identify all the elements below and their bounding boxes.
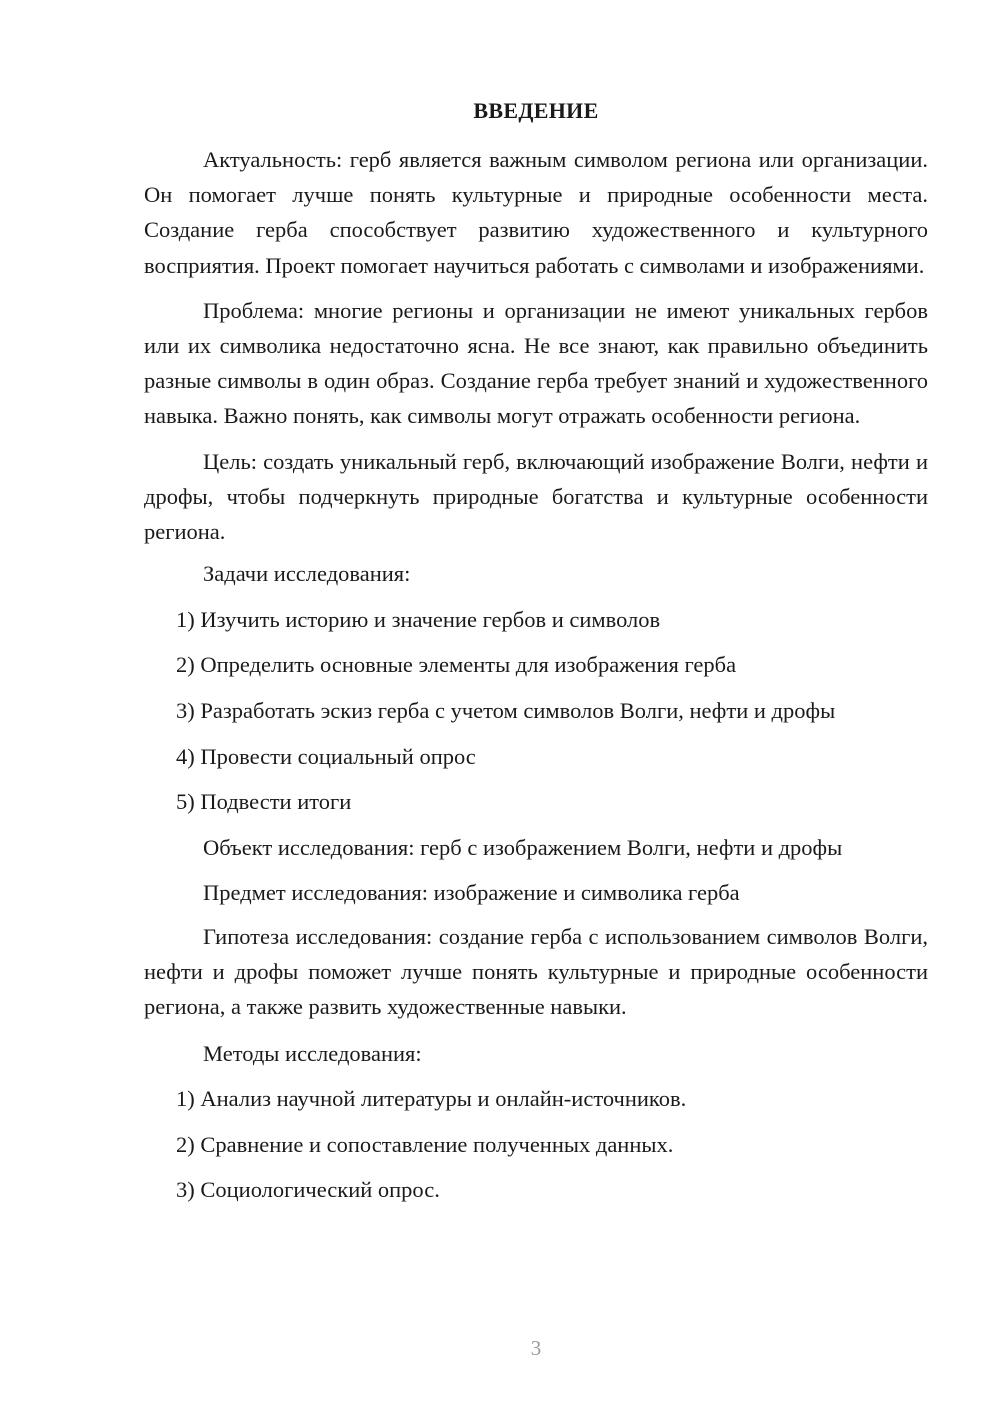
research-subject: Предмет исследования: изображение и символика герба [203, 880, 740, 906]
methods-title: Методы исследования: [203, 1040, 422, 1066]
research-object: Объект исследования: герб с изображением Волги, нефти и дрофы [203, 834, 843, 860]
tasks-title: Задачи исследования: [203, 561, 411, 587]
task-item: 1) Изучить историю и значение гербов и символов [176, 606, 661, 632]
document-body [144, 142, 928, 1213]
task-item: 2) Определить основные элементы для изображения герба [176, 652, 737, 678]
section-heading: ВВЕДЕНИЕ [473, 98, 599, 123]
relevance-paragraph: Актуальность: герб является важным символом региона или организации. Он помогает лучше понять культурные и природные особенности места. Создание герба способствует развитию художественного и культурного восприятия. Проект помогает научиться работать с символами и изображениями. [144, 147, 928, 278]
method-item: 3) Социологический опрос. [176, 1177, 440, 1203]
method-item: 2) Сравнение и сопоставление полученных данных. [176, 1131, 674, 1157]
method-item: 1) Анализ научной литературы и онлайн-источников. [176, 1086, 687, 1112]
task-item: 5) Подвести итоги [176, 789, 352, 815]
goal-paragraph: Цель: создать уникальный герб, включающий изображение Волги, нефти и дрофы, чтобы подчеркнуть природные богатства и культурные особенности региона. [144, 448, 928, 545]
hypothesis-paragraph: Гипотеза исследования: создание герба с использованием символов Волги, нефти и дрофы поможет лучше понять культурные и природные особенности региона, а также развить художественные навыки. [144, 923, 928, 1020]
task-item: 3) Разработать эскиз герба с учетом символов Волги, нефти и дрофы [176, 698, 836, 724]
problem-paragraph: Проблема: многие регионы и организации не имеют уникальных гербов или их символика недостаточно ясна. Не все знают, как правильно объединить разные символы в один образ. Создание герба требует знаний и художественного навыка. Важно понять, как символы могут отражать особенности региона. [144, 297, 928, 429]
task-item: 4) Провести социальный опрос [176, 743, 476, 769]
page-number: 3 [530, 1336, 542, 1360]
